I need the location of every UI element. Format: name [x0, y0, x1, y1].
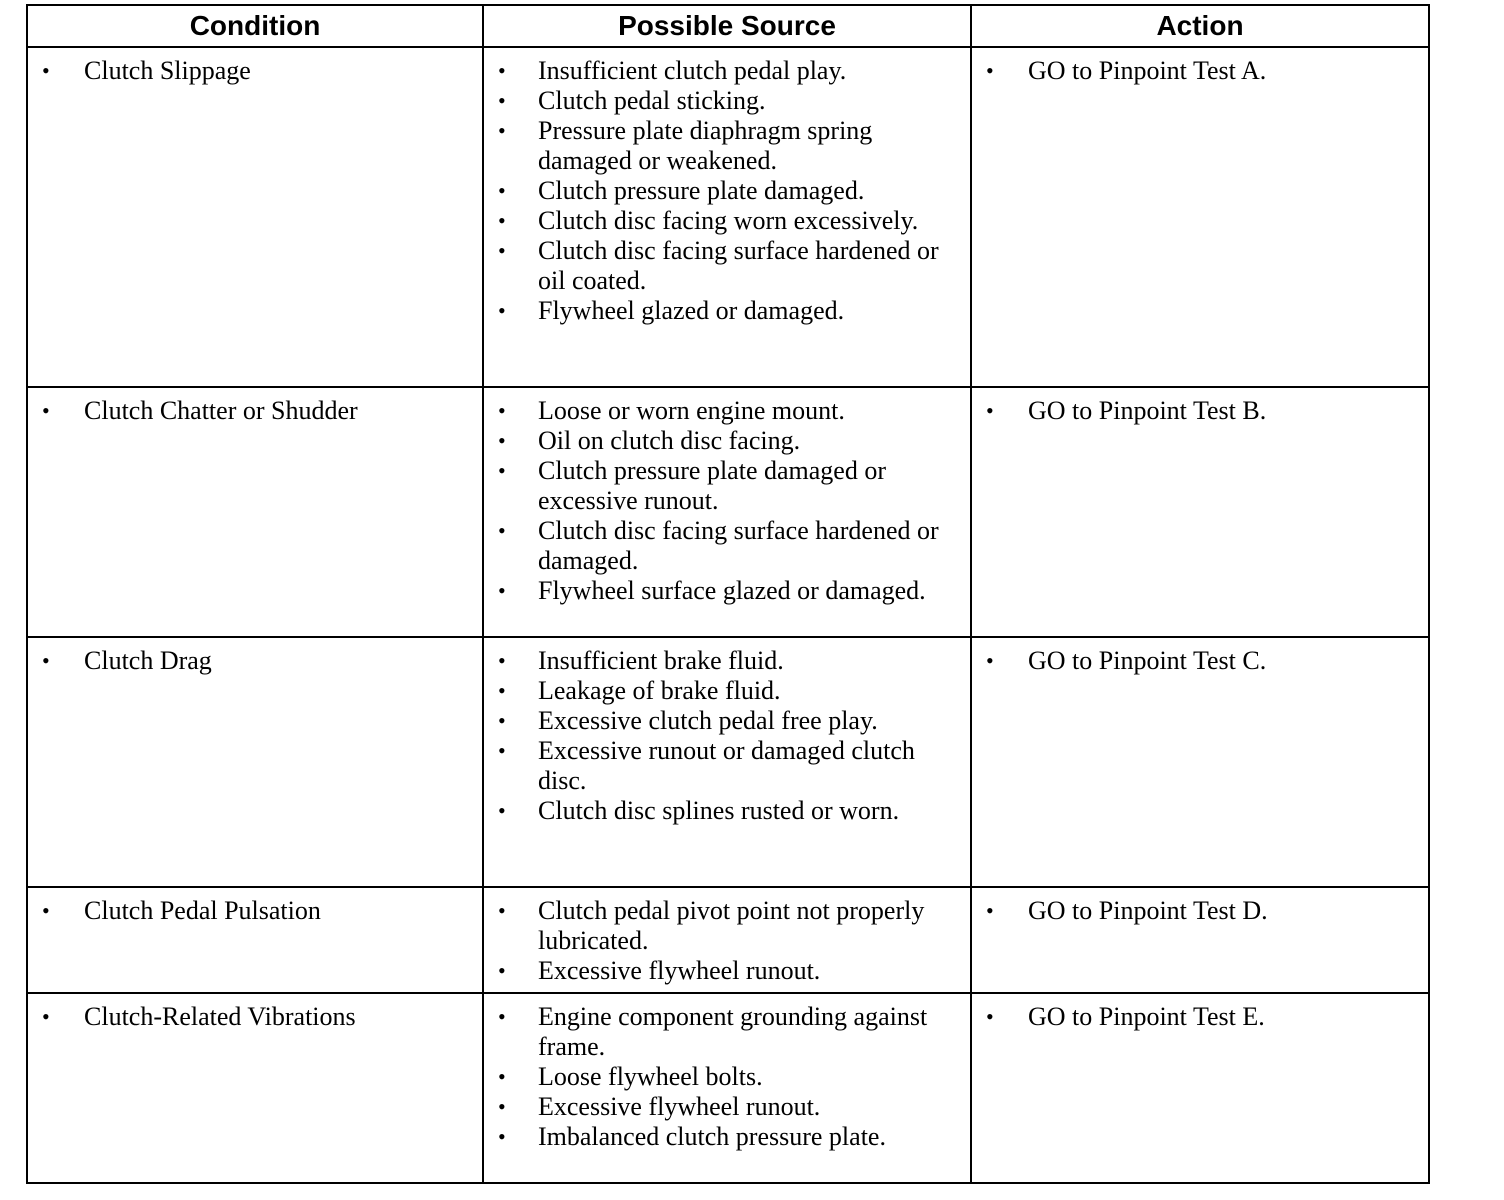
source-item-text: Clutch pedal sticking.	[538, 86, 766, 115]
bullet-list	[972, 1002, 1428, 1032]
source-item	[484, 116, 970, 176]
condition-item	[28, 1002, 482, 1032]
action-item	[972, 896, 1428, 926]
source-item-text: Clutch pressure plate damaged or excessive runout.	[538, 456, 886, 515]
action-cell	[971, 993, 1429, 1183]
action-cell	[971, 47, 1429, 387]
bullet-icon: •	[498, 798, 506, 823]
source-item	[484, 296, 970, 326]
bullet-icon: •	[986, 398, 994, 423]
source-item-text: Clutch pressure plate damaged.	[538, 176, 865, 205]
bullet-list	[972, 646, 1428, 676]
bullet-icon: •	[498, 1064, 506, 1089]
action-item	[972, 396, 1428, 426]
header-possible-source: Possible Source	[483, 5, 971, 47]
action-item	[972, 1002, 1428, 1032]
source-item	[484, 676, 970, 706]
bullet-icon: •	[498, 398, 506, 423]
table-row	[27, 47, 1429, 387]
condition-item-text: Clutch Drag	[84, 646, 212, 675]
bullet-list	[28, 56, 482, 86]
source-item	[484, 896, 970, 956]
source-item-text: Clutch disc splines rusted or worn.	[538, 796, 900, 825]
source-item-text: Oil on clutch disc facing.	[538, 426, 801, 455]
bullet-list	[484, 896, 970, 986]
action-item-text: GO to Pinpoint Test C.	[1028, 646, 1267, 675]
source-item	[484, 956, 970, 986]
bullet-list	[28, 646, 482, 676]
header-condition: Condition	[27, 5, 483, 47]
source-item-text: Engine component grounding against frame.	[538, 1002, 928, 1061]
bullet-icon: •	[986, 58, 994, 83]
action-item	[972, 56, 1428, 86]
table-body	[27, 47, 1429, 1183]
source-item-text: Excessive flywheel runout.	[538, 956, 821, 985]
possible-source-cell	[483, 47, 971, 387]
bullet-icon: •	[498, 178, 506, 203]
bullet-icon: •	[498, 578, 506, 603]
bullet-list	[484, 1002, 970, 1152]
condition-item-text: Clutch Pedal Pulsation	[84, 896, 321, 925]
table-header	[27, 5, 1429, 47]
action-cell	[971, 637, 1429, 887]
source-item	[484, 86, 970, 116]
condition-cell	[27, 887, 483, 993]
condition-item-text: Clutch Chatter or Shudder	[84, 396, 358, 425]
bullet-icon: •	[498, 1124, 506, 1149]
bullet-icon: •	[498, 208, 506, 233]
source-item	[484, 706, 970, 736]
bullet-icon: •	[986, 648, 994, 673]
header-row	[27, 5, 1429, 47]
condition-item	[28, 396, 482, 426]
source-item	[484, 176, 970, 206]
source-item-text: Clutch disc facing surface hardened or oil coated.	[538, 236, 939, 295]
action-item-text: GO to Pinpoint Test A.	[1028, 56, 1267, 85]
condition-cell	[27, 993, 483, 1183]
bullet-icon: •	[986, 898, 994, 923]
bullet-icon: •	[498, 428, 506, 453]
bullet-list	[28, 396, 482, 426]
source-item-text: Imbalanced clutch pressure plate.	[538, 1122, 886, 1151]
source-item-text: Flywheel surface glazed or damaged.	[538, 576, 926, 605]
source-item-text: Excessive runout or damaged clutch disc.	[538, 736, 915, 795]
bullet-list	[484, 396, 970, 606]
source-item	[484, 1062, 970, 1092]
bullet-list	[484, 56, 970, 326]
possible-source-cell	[483, 637, 971, 887]
source-item	[484, 236, 970, 296]
bullet-icon: •	[42, 898, 50, 923]
bullet-icon: •	[498, 648, 506, 673]
bullet-icon: •	[498, 678, 506, 703]
source-item-text: Excessive clutch pedal free play.	[538, 706, 878, 735]
bullet-icon: •	[42, 1004, 50, 1029]
condition-item	[28, 646, 482, 676]
action-item-text: GO to Pinpoint Test D.	[1028, 896, 1268, 925]
action-item-text: GO to Pinpoint Test B.	[1028, 396, 1267, 425]
source-item	[484, 1122, 970, 1152]
bullet-icon: •	[498, 298, 506, 323]
condition-cell	[27, 387, 483, 637]
source-item	[484, 1002, 970, 1062]
action-item-text: GO to Pinpoint Test E.	[1028, 1002, 1265, 1031]
source-item	[484, 56, 970, 86]
bullet-icon: •	[498, 88, 506, 113]
bullet-icon: •	[498, 238, 506, 263]
table-row	[27, 993, 1429, 1183]
header-action: Action	[971, 5, 1429, 47]
action-item	[972, 646, 1428, 676]
source-item	[484, 206, 970, 236]
bullet-icon: •	[42, 58, 50, 83]
source-item-text: Clutch disc facing worn excessively.	[538, 206, 919, 235]
source-item	[484, 516, 970, 576]
source-item-text: Loose flywheel bolts.	[538, 1062, 763, 1091]
bullet-icon: •	[42, 398, 50, 423]
condition-item-text: Clutch Slippage	[84, 56, 251, 85]
table-row	[27, 637, 1429, 887]
table-row	[27, 387, 1429, 637]
source-item-text: Excessive flywheel runout.	[538, 1092, 821, 1121]
bullet-icon: •	[498, 1004, 506, 1029]
bullet-icon: •	[498, 958, 506, 983]
bullet-list	[484, 646, 970, 826]
bullet-icon: •	[498, 518, 506, 543]
bullet-icon: •	[498, 118, 506, 143]
bullet-list	[28, 896, 482, 926]
bullet-list	[28, 1002, 482, 1032]
source-item	[484, 576, 970, 606]
bullet-list	[972, 396, 1428, 426]
source-item-text: Loose or worn engine mount.	[538, 396, 845, 425]
source-item	[484, 456, 970, 516]
bullet-icon: •	[498, 1094, 506, 1119]
possible-source-cell	[483, 887, 971, 993]
condition-cell	[27, 47, 483, 387]
condition-item	[28, 896, 482, 926]
source-item-text: Pressure plate diaphragm spring damaged or weakened.	[538, 116, 873, 175]
bullet-icon: •	[498, 458, 506, 483]
action-cell	[971, 887, 1429, 993]
source-item-text: Leakage of brake fluid.	[538, 676, 781, 705]
table-row	[27, 887, 1429, 993]
condition-item	[28, 56, 482, 86]
source-item	[484, 396, 970, 426]
bullet-list	[972, 896, 1428, 926]
bullet-icon: •	[42, 648, 50, 673]
source-item	[484, 646, 970, 676]
source-item	[484, 426, 970, 456]
bullet-list	[972, 56, 1428, 86]
source-item-text: Clutch pedal pivot point not properly lubricated.	[538, 896, 925, 955]
condition-cell	[27, 637, 483, 887]
bullet-icon: •	[498, 58, 506, 83]
action-cell	[971, 387, 1429, 637]
bullet-icon: •	[498, 708, 506, 733]
source-item	[484, 1092, 970, 1122]
possible-source-cell	[483, 993, 971, 1183]
source-item-text: Flywheel glazed or damaged.	[538, 296, 845, 325]
possible-source-cell	[483, 387, 971, 637]
source-item-text: Clutch disc facing surface hardened or damaged.	[538, 516, 939, 575]
source-item	[484, 796, 970, 826]
source-item-text: Insufficient brake fluid.	[538, 646, 784, 675]
source-item	[484, 736, 970, 796]
condition-item-text: Clutch-Related Vibrations	[84, 1002, 356, 1031]
diagnosis-table	[26, 4, 1430, 1184]
bullet-icon: •	[498, 738, 506, 763]
bullet-icon: •	[498, 898, 506, 923]
bullet-icon: •	[986, 1004, 994, 1029]
source-item-text: Insufficient clutch pedal play.	[538, 56, 847, 85]
